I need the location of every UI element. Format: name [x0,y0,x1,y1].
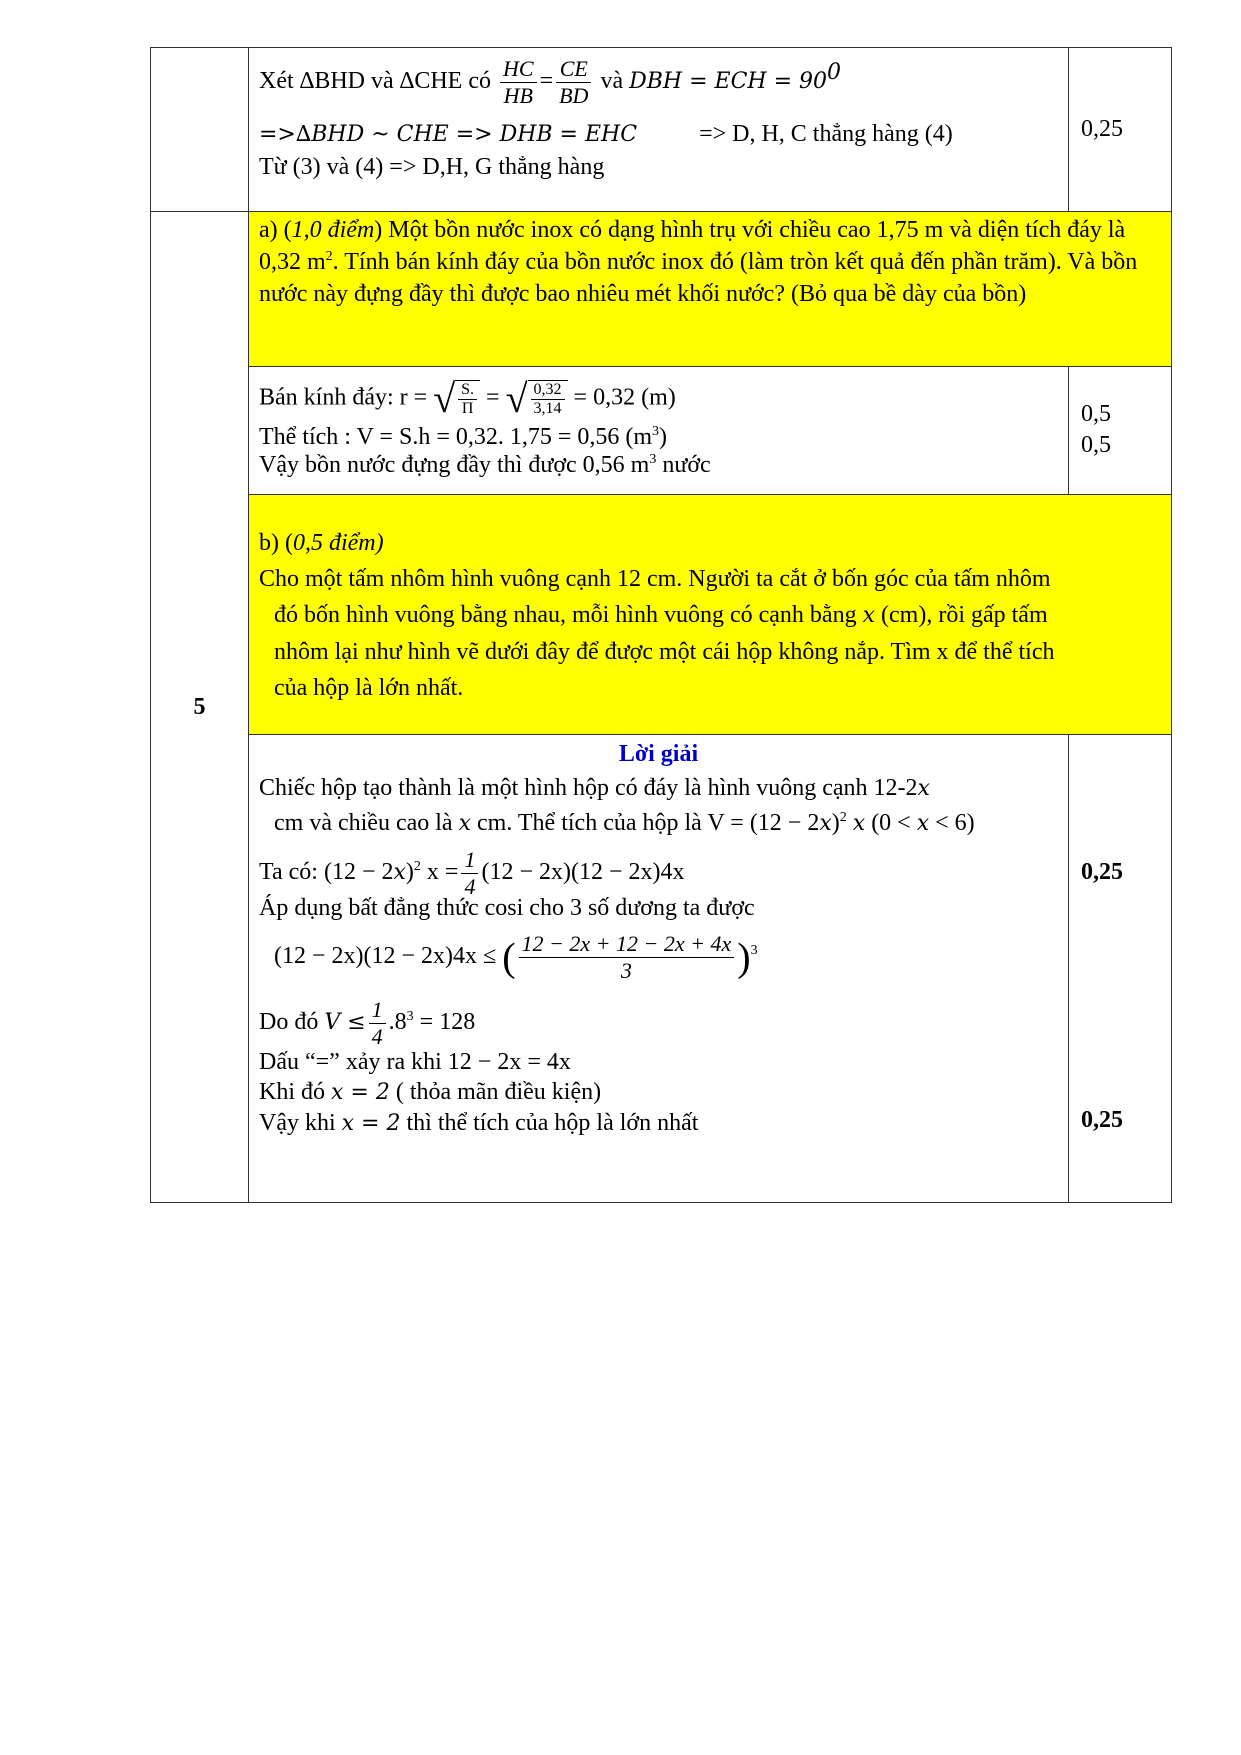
angle-equality: DBH = ECH = 90 [629,69,827,95]
ratio-ce-bd: $\frac{CE}{BD}$ [556,56,591,109]
question-number: 5 [193,693,206,720]
table-row [151,212,1172,367]
cosi-fraction: $\frac{12 - 2x + 12 - 2x + 4x}{3}$ [519,931,735,984]
score-cell [1069,735,1172,1203]
sqrt-value: √ $\frac{0,32}{3,14}$ [506,379,568,419]
score-value: 0,25 [1081,859,1123,885]
score-cell [1069,48,1172,212]
score-value: 0,5 [1081,432,1111,458]
part-a-solution-cell: Bán kính đáy: r = √ $\frac{S.}{\Pi}$ = √ $\frac{0,32}{3,14}$ = 0,32 (m) Thể tích : V = S.h = 0,32. 1,75 = 0,56 $(m^3)$ Vậy bồn nước đựng đầy thì được 0,56 $m^3$ nước [249,367,1069,495]
equality-condition: Dấu “=” xảy ra khi 12 − 2x = 4x [259,1049,571,1075]
part-a-question-cell: a) (1,0 điểm) Một bồn nước inox có dạng hình trụ với chiều cao 1,75 m và diện tích đáy là 0,32 $m^2$. Tính bán kính đáy của bồn nước inox đó (làm tròn kết quả đến phần trăm). Và bồn nước này đựng đầy thì được bao nhiêu mét khối nước? (Bỏ qua bề dày của bồn) [249,212,1172,367]
proof-line-1: Xét ∆BHD và ∆CHE có [259,68,491,95]
part-b-question-cell: b) (0,5 điểm) Cho một tấm nhôm hình vuông cạnh 12 cm. Người ta cắt ở bốn góc của tấm nhôm đó bốn hình vuông bằng nhau, mỗi hình vuông có cạnh bằng x (cm), rồi gấp tấm nhôm lại như hình vẽ dưới đây để được một cái hộp không nắp. Tìm x để thể tích của hộp là lớn nhất. [249,495,1172,735]
proof-cell: Xét ∆BHD và ∆CHE có $\frac{HC}{HB}$ = $\frac{CE}{BD}$ và DBH = ECH = $90^0$ =>∆BHD ~ CHE => DHB = EHC => D, H, C thẳng hàng (4) Từ (3) và (4) => D,H, G thẳng hàng [249,48,1069,212]
part-b-solution-cell: Lời giải Chiếc hộp tạo thành là một hình hộp có đáy là hình vuông cạnh 12-2x cm và chiều cao là x cm. Thể tích của hộp là $V = (12 - 2x)^2$ x (0 < x < 6) Ta có: $(12 - 2x)^2$ x = $\frac{1}{4}$ (12 − 2x)(12 − 2x)4x Áp dụng bất đẳng thức cosi cho 3 số dương ta được (12 − 2x)(12 − 2x)4x ≤ ( $\frac{12 - 2x + 12 - 2x + 4x}{3}$ )$^3$ Do đó V ≤ $\frac{1}{4}$ $.8^3 = 128$ Dấu “=” xảy ra khi 12 − 2x = 4x Khi đó x = 2 ( thỏa mãn điều kiện) Vậy khi x = 2 thì thể tích của hộp là lớn nhất [249,735,1069,1203]
score-cell [1069,367,1172,495]
question-number-cell [151,212,249,1203]
fraction-one-quarter: $\frac{1}{4}$ [369,997,386,1050]
question-number-cell-empty [151,48,249,212]
collinear-dhc: => D, H, C thẳng hàng (4) [699,121,953,147]
volume-conclusion: Vậy bồn nước đựng đầy thì được 0,56 m [259,452,650,478]
score-value: 0,25 [1081,116,1123,142]
sqrt-s-over-pi: √ $\frac{S.}{\Pi}$ [433,379,480,419]
volume-calc: Thể tích : V = S.h = 0,32. 1,75 = 0,56 (m [259,424,653,450]
score-value: 0,5 [1081,401,1111,427]
solution-title: Lời giải [618,741,699,767]
table-row [151,735,1172,1203]
table-row [151,367,1172,495]
score-value: 0,25 [1081,1107,1123,1133]
similar-triangles: =>∆BHD ~ CHE => DHB = EHC [259,122,638,147]
table-row [151,495,1172,735]
fraction-one-quarter: $\frac{1}{4}$ [461,847,478,900]
table-row [151,48,1172,212]
radius-result: = 0,32 (m) [573,384,676,411]
answer-table [150,47,1172,1203]
collinear-dhg: Từ (3) và (4) => D,H, G thẳng hàng [259,154,605,180]
ratio-hc-hb: $\frac{HC}{HB}$ [500,56,537,109]
